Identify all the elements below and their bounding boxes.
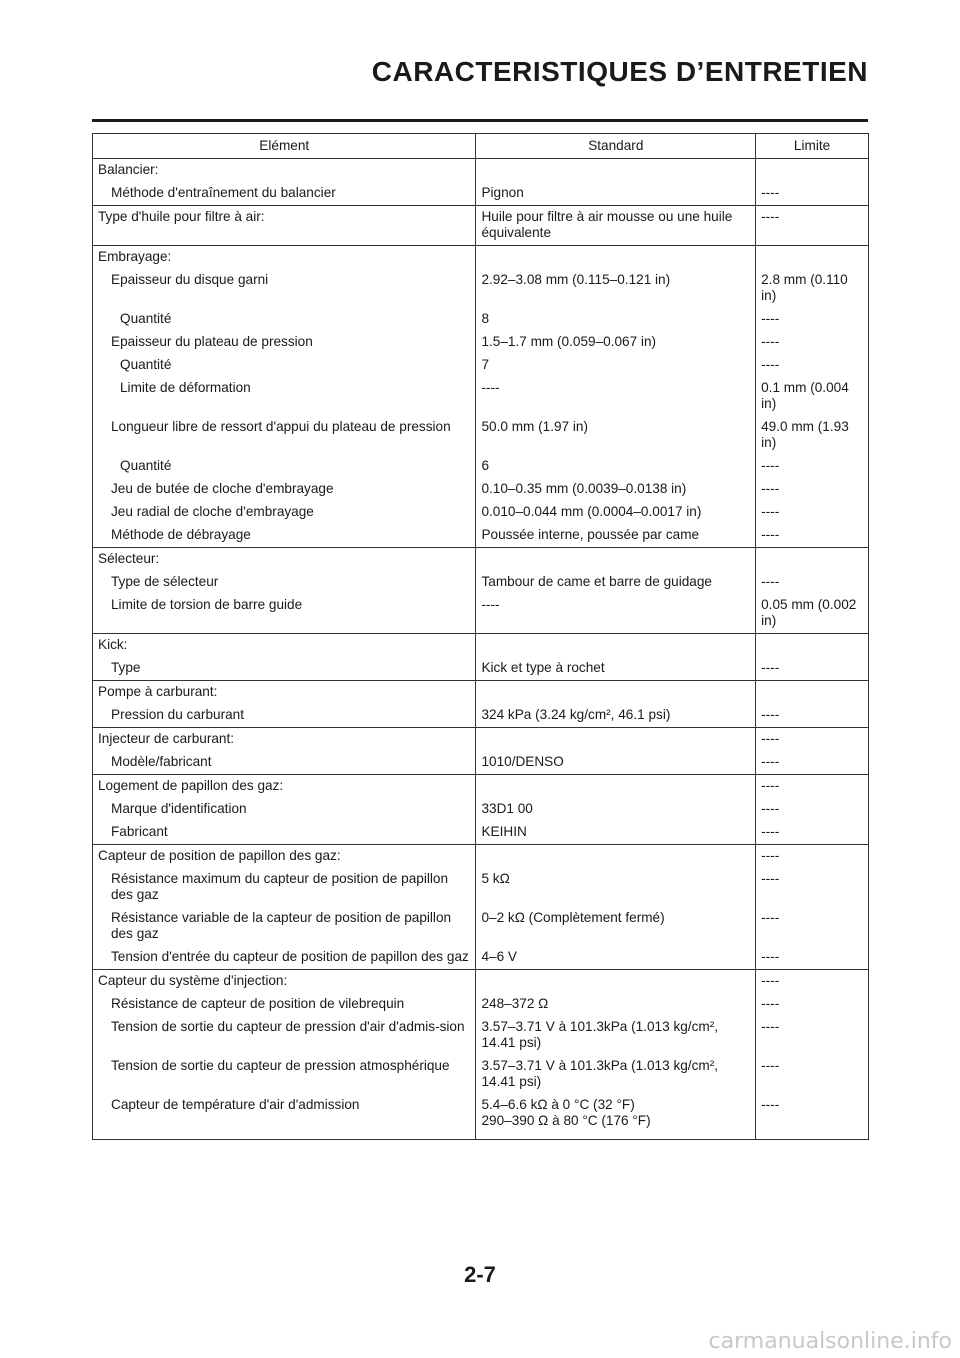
cell-standard: 50.0 mm (1.97 in) <box>476 416 756 455</box>
cell-element: Type d'huile pour filtre à air: <box>93 206 476 246</box>
cell-limit: ---- <box>756 868 869 907</box>
cell-element: Quantité <box>93 455 476 478</box>
cell-limit <box>756 681 869 705</box>
cell-limit <box>756 548 869 572</box>
cell-standard: Pignon <box>476 182 756 206</box>
cell-standard <box>476 159 756 183</box>
table-row <box>93 775 869 799</box>
cell-standard: Kick et type à rochet <box>476 657 756 681</box>
cell-limit: ---- <box>756 728 869 752</box>
page-title: CARACTERISTIQUES D’ENTRETIEN <box>371 56 868 87</box>
cell-limit: ---- <box>756 775 869 799</box>
cell-standard: 33D1 00 <box>476 798 756 821</box>
column-header-element: Elément <box>93 134 476 159</box>
cell-standard: 248–372 Ω <box>476 993 756 1016</box>
cell-standard: 6 <box>476 455 756 478</box>
table-row <box>93 269 869 308</box>
cell-limit: ---- <box>756 907 869 946</box>
cell-standard: 5 kΩ <box>476 868 756 907</box>
table-row <box>93 728 869 752</box>
cell-element: Capteur du système d'injection: <box>93 970 476 994</box>
table-row <box>93 845 869 869</box>
cell-element: Marque d'identification <box>93 798 476 821</box>
cell-limit: 2.8 mm (0.110 in) <box>756 269 869 308</box>
table-row <box>93 798 869 821</box>
cell-standard <box>476 775 756 799</box>
cell-element: Modèle/fabricant <box>93 751 476 775</box>
table-row <box>93 331 869 354</box>
cell-standard: 8 <box>476 308 756 331</box>
table-row <box>93 308 869 331</box>
cell-element: Epaisseur du disque garni <box>93 269 476 308</box>
cell-standard: 7 <box>476 354 756 377</box>
table-row <box>93 594 869 634</box>
table-row <box>93 246 869 270</box>
cell-element: Fabricant <box>93 821 476 845</box>
cell-standard: 3.57–3.71 V à 101.3kPa (1.013 kg/cm², 14.41 psi) <box>476 1055 756 1094</box>
cell-element: Capteur de position de papillon des gaz: <box>93 845 476 869</box>
cell-element: Pression du carburant <box>93 704 476 728</box>
cell-limit: ---- <box>756 524 869 548</box>
cell-limit <box>756 246 869 270</box>
page-number: 2-7 <box>464 1262 496 1287</box>
table-header-row <box>93 134 869 159</box>
cell-limit: 0.1 mm (0.004 in) <box>756 377 869 416</box>
table-row <box>93 907 869 946</box>
table-row <box>93 455 869 478</box>
table-row <box>93 634 869 658</box>
cell-limit <box>756 634 869 658</box>
table-row <box>93 970 869 994</box>
cell-limit: ---- <box>756 821 869 845</box>
cell-limit: 0.05 mm (0.002 in) <box>756 594 869 634</box>
cell-element: Pompe à carburant: <box>93 681 476 705</box>
cell-limit: ---- <box>756 970 869 994</box>
cell-element: Epaisseur du plateau de pression <box>93 331 476 354</box>
table-row <box>93 751 869 775</box>
table-row <box>93 1055 869 1094</box>
cell-limit: ---- <box>756 331 869 354</box>
cell-standard <box>476 634 756 658</box>
cell-standard: ---- <box>476 594 756 634</box>
table-row <box>93 206 869 246</box>
cell-limit: ---- <box>756 845 869 869</box>
cell-standard: 0.010–0.044 mm (0.0004–0.0017 in) <box>476 501 756 524</box>
cell-limit: ---- <box>756 1016 869 1055</box>
cell-limit: ---- <box>756 455 869 478</box>
table-row <box>93 657 869 681</box>
cell-standard: 5.4–6.6 kΩ à 0 °C (32 °F) 290–390 Ω à 80 °C (176 °F) <box>476 1094 756 1140</box>
table-row <box>93 681 869 705</box>
cell-limit: ---- <box>756 946 869 970</box>
cell-standard: 0–2 kΩ (Complètement fermé) <box>476 907 756 946</box>
cell-element: Jeu de butée de cloche d'embrayage <box>93 478 476 501</box>
table-row <box>93 1016 869 1055</box>
table-row <box>93 416 869 455</box>
cell-element: Limite de déformation <box>93 377 476 416</box>
cell-limit: ---- <box>756 657 869 681</box>
cell-element: Logement de papillon des gaz: <box>93 775 476 799</box>
table-row <box>93 478 869 501</box>
cell-element: Jeu radial de cloche d'embrayage <box>93 501 476 524</box>
cell-standard: ---- <box>476 377 756 416</box>
table-row <box>93 354 869 377</box>
cell-standard: 4–6 V <box>476 946 756 970</box>
cell-element: Résistance variable de la capteur de position de papillon des gaz <box>93 907 476 946</box>
table-row <box>93 571 869 594</box>
cell-standard: Tambour de came et barre de guidage <box>476 571 756 594</box>
cell-standard <box>476 681 756 705</box>
cell-element: Type de sélecteur <box>93 571 476 594</box>
cell-limit: ---- <box>756 798 869 821</box>
cell-element: Embrayage: <box>93 246 476 270</box>
cell-limit: 49.0 mm (1.93 in) <box>756 416 869 455</box>
cell-standard: KEIHIN <box>476 821 756 845</box>
cell-standard: 1010/DENSO <box>476 751 756 775</box>
cell-standard <box>476 845 756 869</box>
cell-element: Quantité <box>93 308 476 331</box>
cell-standard <box>476 246 756 270</box>
title-divider <box>92 119 868 122</box>
table-row <box>93 182 869 206</box>
cell-element: Résistance de capteur de position de vilebrequin <box>93 993 476 1016</box>
cell-element: Sélecteur: <box>93 548 476 572</box>
table-body <box>93 159 869 1140</box>
cell-element: Capteur de température d'air d'admission <box>93 1094 476 1140</box>
cell-limit: ---- <box>756 206 869 246</box>
cell-element: Quantité <box>93 354 476 377</box>
cell-element: Balancier: <box>93 159 476 183</box>
cell-standard: 0.10–0.35 mm (0.0039–0.0138 in) <box>476 478 756 501</box>
cell-standard: 324 kPa (3.24 kg/cm², 46.1 psi) <box>476 704 756 728</box>
cell-limit: ---- <box>756 704 869 728</box>
cell-element: Limite de torsion de barre guide <box>93 594 476 634</box>
cell-limit: ---- <box>756 1055 869 1094</box>
cell-element: Résistance maximum du capteur de position de papillon des gaz <box>93 868 476 907</box>
table-row <box>93 1094 869 1140</box>
table-row <box>93 159 869 183</box>
cell-standard <box>476 970 756 994</box>
specifications-table <box>92 133 869 1140</box>
watermark: carmanualsonline.info <box>708 1329 952 1354</box>
cell-limit <box>756 159 869 183</box>
cell-limit: ---- <box>756 1094 869 1140</box>
table-row <box>93 704 869 728</box>
cell-limit: ---- <box>756 354 869 377</box>
cell-limit: ---- <box>756 993 869 1016</box>
cell-standard <box>476 728 756 752</box>
cell-element: Longueur libre de ressort d'appui du plateau de pression <box>93 416 476 455</box>
column-header-standard: Standard <box>476 134 756 159</box>
cell-element: Tension d'entrée du capteur de position de papillon des gaz <box>93 946 476 970</box>
cell-standard: Huile pour filtre à air mousse ou une huile équivalente <box>476 206 756 246</box>
cell-limit: ---- <box>756 751 869 775</box>
cell-element: Tension de sortie du capteur de pression d'air d'admis-sion <box>93 1016 476 1055</box>
cell-element: Tension de sortie du capteur de pression atmosphérique <box>93 1055 476 1094</box>
table-row <box>93 868 869 907</box>
table-row <box>93 524 869 548</box>
cell-standard: 1.5–1.7 mm (0.059–0.067 in) <box>476 331 756 354</box>
table-row <box>93 821 869 845</box>
cell-limit: ---- <box>756 501 869 524</box>
cell-element: Kick: <box>93 634 476 658</box>
cell-element: Type <box>93 657 476 681</box>
cell-limit: ---- <box>756 571 869 594</box>
table-row <box>93 946 869 970</box>
cell-element: Méthode d'entraînement du balancier <box>93 182 476 206</box>
column-header-limit: Limite <box>756 134 869 159</box>
cell-limit: ---- <box>756 478 869 501</box>
cell-standard <box>476 548 756 572</box>
table-row <box>93 993 869 1016</box>
table-row <box>93 501 869 524</box>
table-row <box>93 548 869 572</box>
cell-limit: ---- <box>756 308 869 331</box>
cell-standard: Poussée interne, poussée par came <box>476 524 756 548</box>
cell-limit: ---- <box>756 182 869 206</box>
cell-standard: 2.92–3.08 mm (0.115–0.121 in) <box>476 269 756 308</box>
cell-element: Méthode de débrayage <box>93 524 476 548</box>
cell-standard: 3.57–3.71 V à 101.3kPa (1.013 kg/cm², 14.41 psi) <box>476 1016 756 1055</box>
cell-element: Injecteur de carburant: <box>93 728 476 752</box>
table-row <box>93 377 869 416</box>
